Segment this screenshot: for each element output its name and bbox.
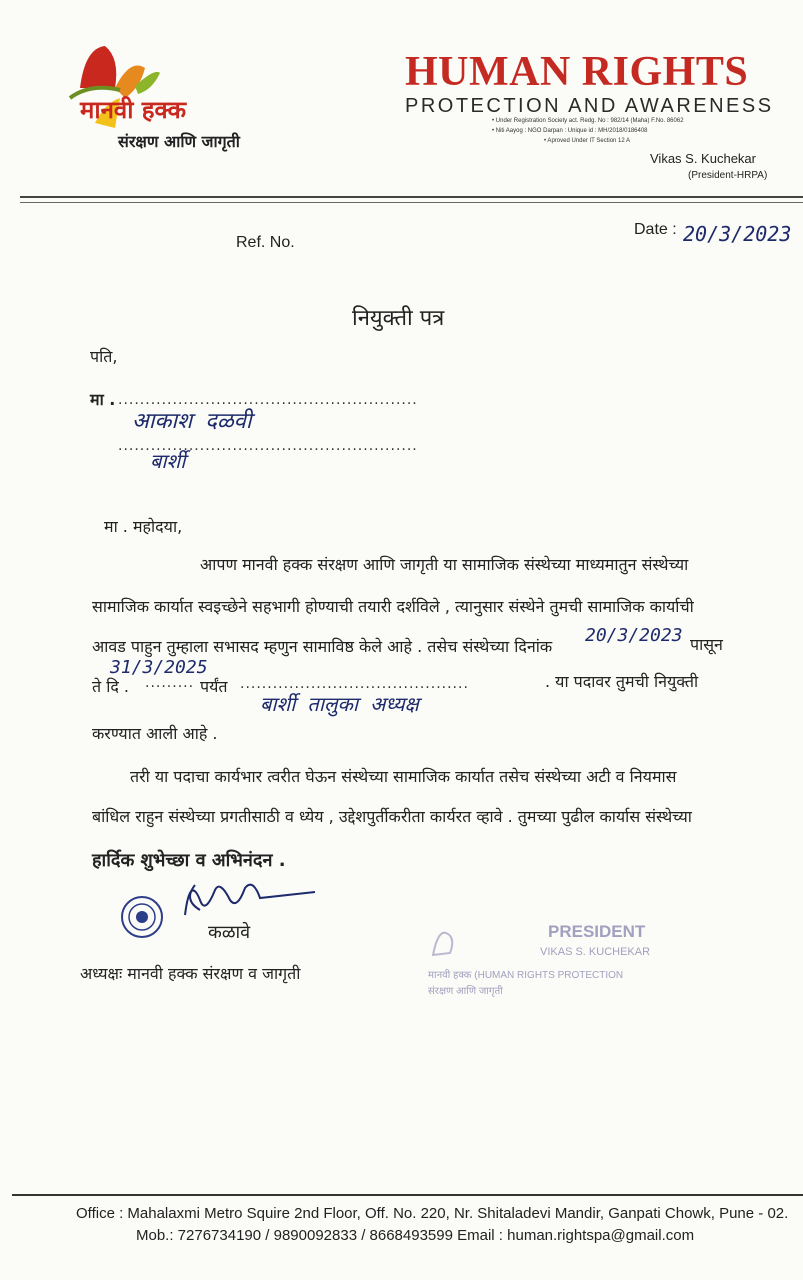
president-name: Vikas S. Kuchekar — [650, 151, 756, 166]
para1-line2: सामाजिक कार्यात स्वइच्छेने सहभागी होण्याची तयारी दर्शविले , त्यानुसार संस्थेने तुमची सामाजिक कार्याची — [92, 597, 694, 616]
logo-text-line1: मानवी हक्क — [80, 95, 187, 124]
stamp-name: VIKAS S. KUCHEKAR — [540, 946, 651, 958]
stamp-org: मानवी हक्क (HUMAN RIGHTS PROTECTION — [428, 970, 624, 981]
ma-label: मा . — [90, 390, 116, 409]
signature-name: कळावे — [208, 922, 251, 943]
from-date: 20/3/2023 — [585, 625, 683, 646]
wishes: हार्दिक शुभेच्छा व अभिनंदन . — [92, 850, 286, 871]
salutation: मा . महोदया, — [104, 517, 183, 536]
org-title: HUMAN RIGHTS — [405, 49, 749, 95]
para1-line3: आवड पाहुन तुम्हाला सभासद म्हणुन सामाविष्ठ केले आहे . तसेच संस्थेच्या दिनांक — [92, 637, 553, 656]
footer-divider — [12, 1194, 803, 1196]
stamp-org-marathi: संरक्षण आणि जागृती — [428, 986, 503, 997]
signatory-title: अध्यक्षः मानवी हक्क संरक्षण व जागृती — [80, 964, 301, 983]
addressee-prefix: पति, — [90, 347, 118, 366]
stamp-logo — [428, 925, 464, 965]
para1-line4-end: . या पदावर तुमची नियुक्ती — [545, 672, 699, 691]
stamp-president: PRESIDENT — [548, 922, 646, 941]
org-subtitle: PROTECTION AND AWARENESS — [405, 95, 774, 117]
para1-line5: करण्यात आली आहे . — [92, 724, 218, 743]
logo-text-line2: संरक्षण आणि जागृती — [118, 132, 240, 151]
footer-contact: Mob.: 7276734190 / 9890092833 / 8668493599 Email : human.rightspa@gmail.com — [136, 1227, 695, 1244]
paryant-label: पर्यंत — [200, 677, 228, 696]
date-label: Date : — [634, 221, 677, 238]
date-value: 20/3/2023 — [683, 222, 792, 246]
dotted-line: ....................................................... — [118, 438, 418, 454]
footer-office-address: Office : Mahalaxmi Metro Squire 2nd Floor, Off. No. 220, Nr. Shitaladevi Mandir, Ganpati Chowk, Pune - 02. — [76, 1205, 789, 1222]
dotted-line: ......... — [145, 675, 195, 691]
te-di-label: ते दि . — [92, 677, 130, 696]
letter-subject: नियुक्ती पत्र — [352, 306, 445, 331]
post-name: बार्शी तालुका अध्यक्ष — [260, 692, 419, 716]
to-date: 31/3/2025 — [110, 657, 208, 678]
header-divider — [20, 196, 803, 198]
dotted-line: .......................................... — [240, 676, 469, 692]
registration-line-3: • Aproved Under IT Section 12 A — [544, 138, 631, 144]
president-role: (President-HRPA) — [688, 170, 768, 181]
ref-label: Ref. No. — [236, 234, 295, 251]
round-seal — [120, 895, 164, 943]
header-divider-thin — [20, 202, 803, 203]
para1-line1: आपण मानवी हक्क संरक्षण आणि जागृती या सामाजिक संस्थेच्या माध्यमातुन संस्थेच्या — [200, 555, 689, 574]
dotted-line: ....................................................... — [118, 392, 418, 408]
recipient-name: आकाश दळवी — [132, 409, 252, 434]
registration-line-1: • Under Registration Society act. Redg. No : 982/14 (Maha) F.No. 86062 — [492, 118, 684, 124]
para2-line2: बांधिल राहुन संस्थेच्या प्रगतीसाठी व ध्येय , उद्देशपुर्तीकरीता कार्यरत व्हावे . तुमच्या पुढील कार्यास संस्थेच्या — [92, 807, 692, 826]
recipient-place: बार्शी — [150, 449, 186, 473]
registration-line-2: • Niti Aayog : NGO Darpan : Unique id : MH/2018/0186408 — [492, 128, 648, 134]
para2-line1: तरी या पदाचा कार्यभार त्वरीत घेऊन संस्थेच्या सामाजिक कार्यात तसेच संस्थेच्या अटी व नियमास — [130, 767, 677, 786]
pasun-text: पासून — [690, 635, 723, 654]
